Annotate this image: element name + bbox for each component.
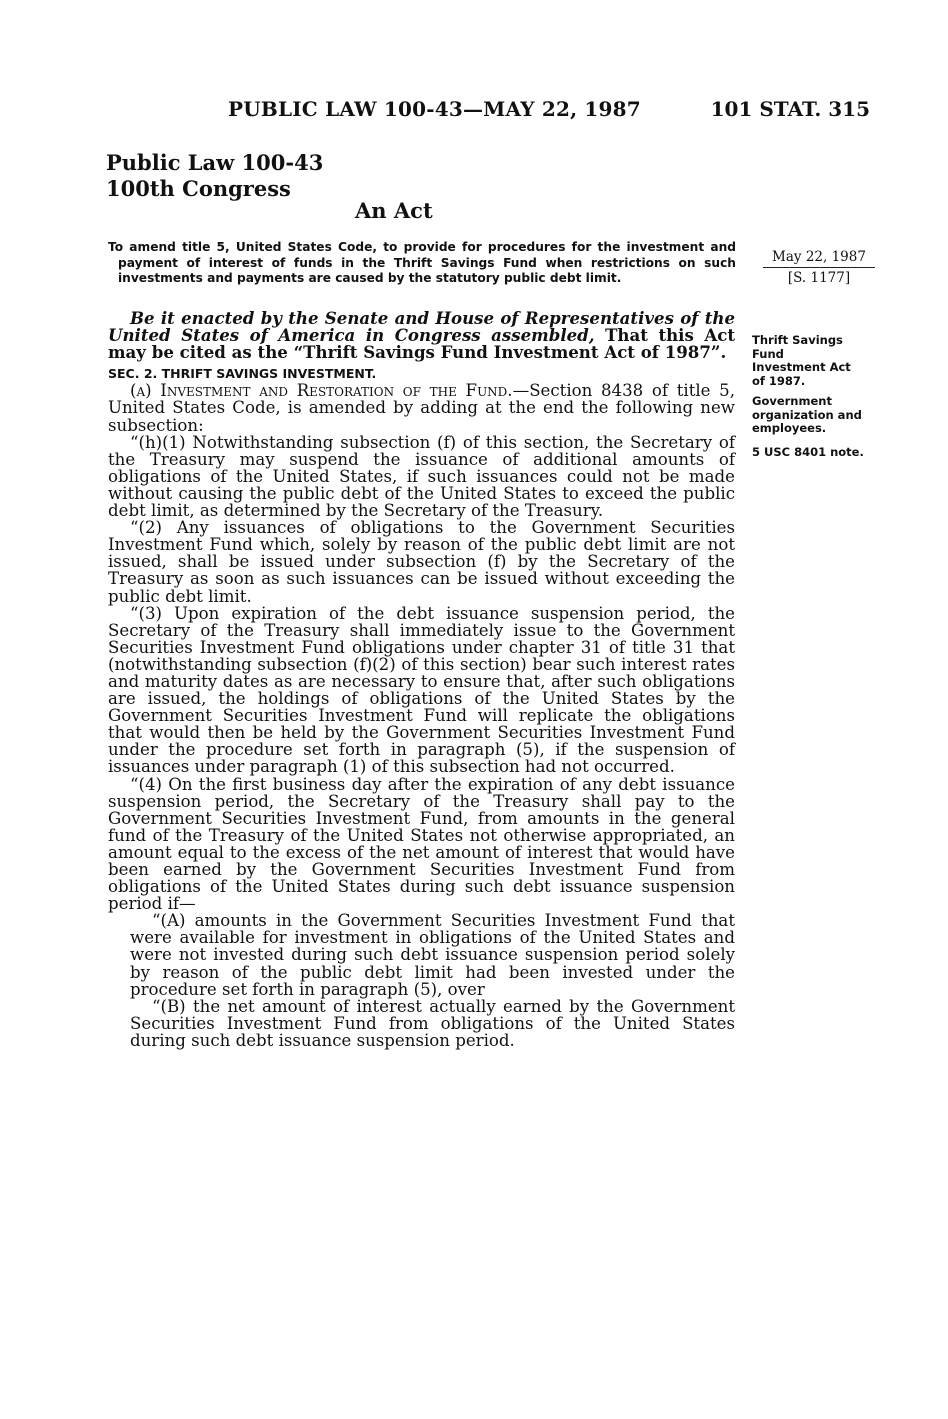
- act-title: An Act: [355, 198, 433, 223]
- margin-note-line: Fund: [752, 346, 784, 361]
- margin-note-usc: [752, 446, 864, 460]
- enacting-clause-short-title: That this Act may be cited as the “Thrift Savings Fund Investment Act of 1987”.: [108, 325, 735, 363]
- section-heading: SEC. 2. THRIFT SAVINGS INVESTMENT.: [108, 366, 377, 382]
- body-text: [108, 310, 735, 1049]
- margin-bill-number: [S. 1177]: [787, 270, 851, 286]
- running-header-right: 101 STAT. 315: [710, 97, 870, 121]
- subsection-a-text: —Section 8438 of title 5, United States Code, is amended by adding at the end the following new subsection:: [108, 381, 735, 435]
- margin-note-line: employees.: [752, 421, 827, 435]
- subsection-a-heading: (a) Investment and Restoration of the Fund.: [130, 381, 513, 401]
- paragraph-h1: “(h)(1) Notwithstanding subsection (f) of this section, the Secretary of the Treasury may suspend the issuance of additional amounts of obligations of the United States, if such issuances could not be made without causing the public debt of the United States to exceed the public debt limit, as determined by the Secretary of the Treasury.: [108, 432, 735, 521]
- enacting-clause: [108, 310, 735, 361]
- enacting-clause-italic: Be it enacted by the Senate and House of Representatives of the United States of America in Congress assembled,: [108, 308, 735, 346]
- paragraph-h3: “(3) Upon expiration of the debt issuance suspension period, the Secretary of the Treasury shall immediately issue to the Government Securities Investment Fund obligations under chapter 31 of title 31 that (notwithstanding subsection (f)(2) of this section) bear such interest rates and maturity dates as are necessary to ensure that, after such obligations are issued, the holdings of obligations of the United States by the Government Securities Investment Fund will replicate the obligations that would then be held by the Government Securities Investment Fund under the procedure set forth in paragraph (5), if the suspension of issuances under paragraph (1) of this subsection had not occurred.: [108, 603, 735, 777]
- margin-date: May 22, 1987: [772, 249, 866, 265]
- margin-date-block: [763, 249, 875, 287]
- margin-note-short-title: [752, 334, 851, 388]
- margin-note-subject: [752, 395, 862, 436]
- margin-note-line: 5 USC 8401 note.: [752, 445, 864, 459]
- margin-note-line: organization and: [752, 407, 862, 422]
- subsection-a: [108, 382, 735, 433]
- paragraph-h4b: “(B) the net amount of interest actually earned by the Government Securities Investment Fund from obligations of the United States during such debt issuance suspension period.: [130, 996, 735, 1050]
- margin-note-line: Investment Act: [752, 360, 851, 374]
- act-purpose: To amend title 5, United States Code, to provide for procedures for the investment and payment of interest of funds in the Thrift Savings Fund when restrictions on such investments and payments are caused by the statutory public debt limit.: [108, 240, 736, 285]
- running-header-left: PUBLIC LAW 100-43—MAY 22, 1987: [228, 97, 641, 121]
- margin-rule: [763, 267, 875, 268]
- margin-note-line: Government: [752, 394, 832, 408]
- public-law-number: Public Law 100-43: [106, 150, 324, 175]
- margin-note-line: Thrift Savings: [752, 333, 843, 347]
- paragraph-h4a: “(A) amounts in the Government Securities Investment Fund that were available for investment in obligations of the United States and were not invested during such debt issuance suspension period solely by reason of the public debt limit had been invested under the procedure set forth in paragraph (5), over: [130, 911, 735, 999]
- paragraph-h4: “(4) On the first business day after the expiration of any debt issuance suspension period, the Secretary of the Treasury shall pay to the Government Securities Investment Fund, from amounts in the general fund of the Treasury of the United States not otherwise appropriated, an amount equal to the excess of the net amount of interest that would have been earned by the Government Securities Investment Fund from obligations of the United States during such debt issuance suspension period if—: [108, 774, 735, 914]
- paragraph-h2: “(2) Any issuances of obligations to the Government Securities Investment Fund which, solely by reason of the public debt limit are not issued, shall be issued under subsection (f) by the Secretary of the Treasury as soon as such issuances can be issued without exceeding the public debt limit.: [108, 518, 735, 606]
- margin-note-line: of 1987.: [752, 373, 806, 388]
- congress-number: 100th Congress: [106, 176, 291, 201]
